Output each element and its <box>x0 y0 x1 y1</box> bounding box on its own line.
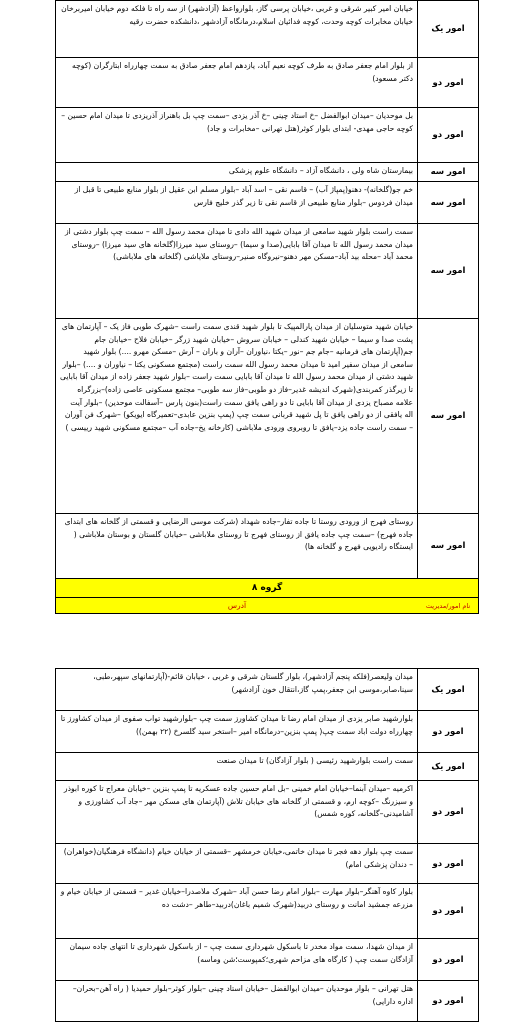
table-row <box>56 514 478 579</box>
dept-cell: امور یک <box>431 684 465 695</box>
table-row <box>56 669 478 711</box>
group-label-row <box>56 579 478 598</box>
address-cell: خم جو(گلخانه)- دهنو(پمپاژ آب) – قاسم نقی – اسد آباد –بلوار مسلم ابن عقیل از بلوار منابع طبیعی تا قبل از میدان فردوس –بلوار منابع طبیعی از قاسم نقی تا زیر گذر خلیج فارس <box>56 182 418 223</box>
dept-cell: امور دو <box>432 858 464 869</box>
address-cell: میدان ولیعصر(فلکه پنجم آزادشهر)، بلوار گلستان شرقی و غربی ، خیابان قائم-(آپارتمانهای سپهر،طبی، سینا،صابر،موسی ابن جعفر،پمپ گاز،انتقال خون آزادشهر) <box>56 669 418 710</box>
table-header-row <box>56 598 478 613</box>
table-row <box>56 108 478 163</box>
dept-cell: امور یک <box>431 761 465 772</box>
address-cell: بلوارشهید صابر یزدی از میدان امام رضا تا میدان کشاورز سمت چپ –بلوارشهید تواب صفوی از میدان کشاورز تا چهارراه دولت اباد سمت چپ( پمپ بنزین–درمانگاه امیر –استخر سید گلسرخ (۲۲ بهمن)) <box>56 711 418 752</box>
table-row <box>56 844 478 884</box>
address-cell: خیابان امیر کبیر شرقی و غربی ،خیابان پرسی گاز، بلوارواعظ (آزادشهر) از سه راه تا فلکه دوم خیابان امیربرخان خیابان مخابرات کوچه وحدت، کوچه فدائیان اسلام،درمانگاه آزادشهر ،دانشکده حضرت رقیه <box>56 1 418 57</box>
table-row <box>56 58 478 108</box>
dept-header: نام امور/مدیریت <box>425 601 471 610</box>
dept-cell: امور سه <box>430 541 466 551</box>
address-cell: بلوار کاوه آهنگر–بلوار مهارت –بلوار امام رضا حسن آباد –شهرک ملاصدرا–خیابان غدیر – قسمتی از خیابان خیام و مزرعه جمشید امانت و روستای دربید(شهرک شمیم باغان)دربید–طاهر –دشت ده <box>56 884 418 938</box>
dept-cell: امور دو <box>432 130 464 140</box>
dept-cell: امور دو <box>432 996 464 1006</box>
table-row <box>56 1 478 58</box>
address-cell: از بلوار امام جعفر صادق به طرف کوچه نعیم آباد، یازدهم امام جعفر صادق به سمت چهارراه ابتارگران (کوچه دکتر مسعود) <box>56 58 418 107</box>
address-cell: روستای فهرج از ورودی روستا تا جاده تفار–جاده شهداد (شرکت موسی الرضایی و قسمتی از گلخانه های ابتدای جاده فهرج) –سمت چپ جاده یافق از روستای فهرج تا روستای ملاباشی –خیابان گلستان و بوستان ملاباشی ( ایستگاه رادیویی فهرج و گلخانه ها) <box>56 514 418 578</box>
group-label: گروه ۸ <box>251 583 283 593</box>
dept-cell: امور سه <box>430 167 466 177</box>
table-row <box>56 939 478 981</box>
dept-cell: امور دو <box>432 954 464 965</box>
address-cell: هتل تهرانی – بلوار موحدیان –میدان ابوالفضل –خیابان استاد چینی –بلوار کوثر–بلوار حمیدیا ( راه آهن–بحران–اداره دارایی) <box>56 981 418 1021</box>
address-cell: اکرمیه –میدان آبنما–خیابان امام خمینی –بل امام حسین جاده عسکریه تا پمپ بنزین –خیابان معراج تا کوره ابوذر و سیزرنگ –کوچه ارم، و قسمتی از گلخانه های خیابان تلاش (آپارتمان های مسکن مهر –جاد آب کشاورزی و آشامیدنی–گلخانه، کوره شمس) <box>56 781 418 843</box>
table-row <box>56 224 478 319</box>
dept-cell: امور سه <box>430 266 466 276</box>
address-header: آدرس <box>227 601 247 610</box>
address-cell: سمت راست بلوارشهید رئیسی ( بلوار آزادگان) تا میدان صنعت <box>56 753 418 780</box>
address-cell: سمت راست بلوار شهید سامعی از میدان شهید الله دادی تا میدان محمد رسول الله – سمت چپ بلوار دشتی از میدان محمد رسول الله تا میدان آقا بابایی(صدا و سیما) –روستای سید میرزا(گلخانه های سید میرزا) –روستای محمد آباد –محله بید آباد–مسکن مهر دهنو–نیروگاه صنیر–روستای ملایاشی (گلخانه های ملاباشی) <box>56 224 418 318</box>
dept-cell: امور دو <box>432 807 464 817</box>
table-row <box>56 884 478 939</box>
table-row <box>56 182 478 224</box>
dept-cell: امور یک <box>431 24 465 34</box>
table-row <box>56 163 478 182</box>
dept-cell: امور دو <box>432 77 464 88</box>
address-cell: سمت چپ بلوار دهه فجر تا میدان خاتمی،خیابان خرمشهر –قسمتی از خیابان خیام (دانشگاه فرهنگیان(خواهران) – دندان پزشکی امام) <box>56 844 418 883</box>
dept-cell: امور سه <box>430 197 466 208</box>
address-cell: بیمارستان شاه ولی ، دانشگاه آزاد – دانشگاه علوم پزشکی <box>56 163 418 181</box>
table-row <box>56 753 478 781</box>
address-cell: از میدان شهدا، سمت مواد مخدر تا باسکول شهرداری سمت چپ – از باسکول شهرداری تا انتهای جاده سیمان آزادگان سمت چپ ( کارگاه های مزاحم شهری؛کمپوست؛شن وماسه) <box>56 939 418 980</box>
dept-cell: امور دو <box>432 726 464 737</box>
address-cell: بل موحدیان –میدان ابوالفضل –خ استاد چینی –خ آذر یزدی –سمت چپ بل باهنراز آذریزدی تا میدان امام حسین –کوچه حاجی مهدی- ابتدای بلوار کوثر(هتل تهرانی –مخابرات و جاد) <box>56 108 418 162</box>
table-row <box>56 711 478 753</box>
table-row <box>56 981 478 1021</box>
table-row <box>56 319 478 514</box>
dept-cell: امور سه <box>430 411 466 421</box>
table-row <box>56 781 478 844</box>
dept-cell: امور دو <box>432 906 464 916</box>
top-table <box>55 0 479 614</box>
bottom-table <box>55 668 479 1022</box>
address-cell: خیابان شهید متوسلیان از میدان پارالمپیک تا بلوار شهید قندی سمت راست –شهرک طوبی فاز یک – آپارتمان های پشت صدا و سیما – خیابان شهید کندلی – خیابان سروش –خیابان شهید زرگر –خیابان فلاح –خیابان جام جم(آپارتمان های فرمانیه –جام جم –نور –یکتا ،نیاوران –آران و باران – آرش –مسکن مهرو ....) بلوار شهید سامعی از میدان سفیر امید تا میدان محمد رسول الله سمت راست (مجتمع مسکونی یکتا – نیاوران و ....) –بلوار شهید دشتی از میدان محمد رسول الله تا میدان آقا بابایی سمت راست –بلوار شهید جعفر زاده از میدان آقا بابایی تا زیرگذر کمربندی(شهرک اندیشه غدیر–فاز دو طوبی–فاز سه طوبی– مجتمع مسکونی عاصی زاده)–بزرگراه علامه مصباح یزدی از میدان آقا بابایی تا دو راهی یافق سمت راست(بنون پارس –آسفالت موحدین) –بلوار آیت اله یافقی از دو راهی یافق تا پل شهید قربانی سمت چپ (پمپ بنزین عابدی–تعمیرگاه ایویکو) –شهرک فن آوران – سمت راست جاده یزد–یافق تا روبروی ورودی ملاباشی (کارخانه یخ–جاده آب –مجتمع مسکونی شهید رییسی ) <box>56 319 418 513</box>
